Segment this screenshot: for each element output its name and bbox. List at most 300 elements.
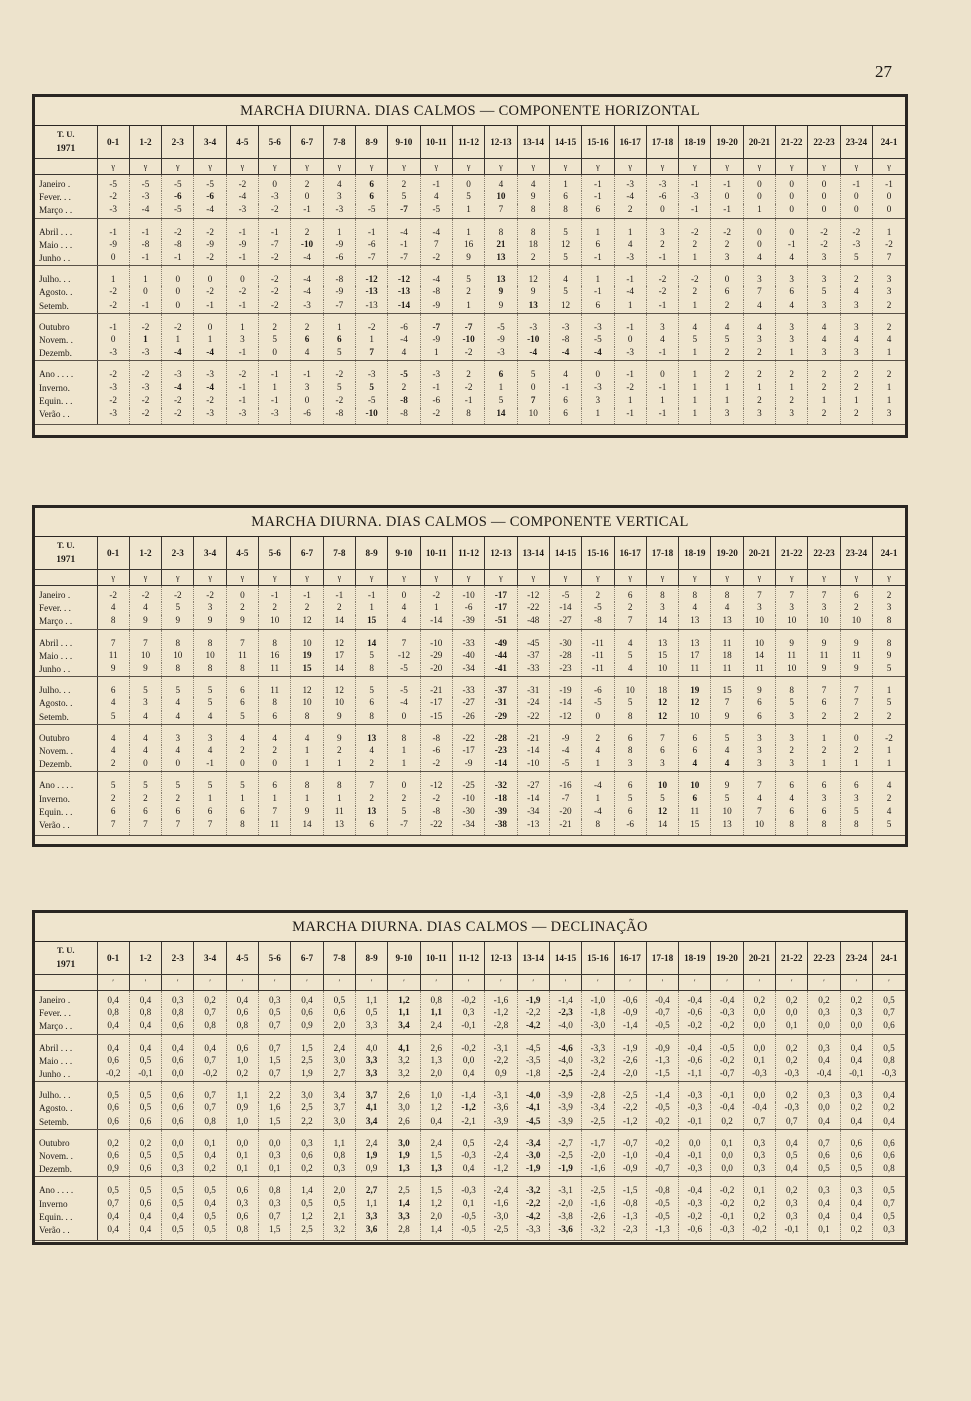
- table-cell: 15: [646, 650, 678, 663]
- table-cell: 0,6: [129, 1116, 161, 1130]
- table-cell: -0,3: [679, 1082, 711, 1103]
- table-cell: 9: [776, 629, 808, 650]
- table-cell: -4,0: [517, 1082, 549, 1103]
- table-cell: -0,5: [646, 1211, 678, 1224]
- table-cell: -2: [162, 313, 194, 334]
- table-cell: 1: [808, 395, 840, 408]
- table-cell: -0,3: [679, 1198, 711, 1211]
- table-cell: 1: [614, 218, 646, 239]
- table-cell: 2: [614, 204, 646, 218]
- table-cell: 3: [291, 382, 323, 395]
- table-cell: -4: [226, 191, 258, 204]
- row-label: Junho . .: [35, 663, 97, 677]
- unit-cell: γ: [517, 570, 549, 586]
- table-cell: 1,5: [420, 1177, 452, 1198]
- unit-cell: γ: [549, 570, 581, 586]
- table-cell: 6: [162, 806, 194, 819]
- table-cell: -10: [356, 408, 388, 425]
- table-cell: 1,5: [259, 1224, 291, 1241]
- table-cell: 13: [679, 629, 711, 650]
- table-cell: -8: [388, 395, 420, 408]
- table-cell: 5: [129, 677, 161, 698]
- table-cell: -2: [129, 408, 161, 425]
- table-cell: -0,6: [679, 1055, 711, 1068]
- table-cell: 4: [614, 239, 646, 252]
- table-cell: -2: [873, 724, 906, 745]
- table-cell: 0,5: [129, 1102, 161, 1115]
- table-cell: 3: [226, 334, 258, 347]
- unit-cell: γ: [873, 570, 906, 586]
- table-cell: -8: [388, 408, 420, 425]
- row-label: Verão . .: [35, 408, 97, 425]
- table-cell: -0,2: [97, 1068, 129, 1082]
- table-cell: -22: [452, 724, 484, 745]
- table-cell: -3: [129, 382, 161, 395]
- table-cell: 2: [517, 252, 549, 266]
- table-cell: -7: [388, 204, 420, 218]
- unit-cell: ′: [679, 975, 711, 991]
- table-cell: -4: [582, 772, 614, 793]
- table-cell: 3: [129, 697, 161, 710]
- table-row: [35, 650, 905, 663]
- table-cell: 0,9: [97, 1163, 129, 1177]
- table-cell: -2: [162, 218, 194, 239]
- table-cell: -2,5: [582, 1116, 614, 1130]
- table-cell: 3: [776, 724, 808, 745]
- table-cell: -2: [129, 395, 161, 408]
- table-cell: 5: [452, 191, 484, 204]
- table-cell: -0,1: [452, 1020, 484, 1034]
- table-cell: 0,0: [226, 1129, 258, 1150]
- table-cell: -0,2: [711, 1198, 743, 1211]
- unit-cell: γ: [776, 570, 808, 586]
- table-cell: -3: [840, 239, 872, 252]
- table-cell: -2,3: [549, 1007, 581, 1020]
- table-cell: 9: [517, 191, 549, 204]
- table-cell: -2: [226, 286, 258, 299]
- table-cell: -12: [517, 586, 549, 603]
- table-cell: 2: [291, 313, 323, 334]
- table-cell: 8: [679, 586, 711, 603]
- table-cell: 4: [711, 313, 743, 334]
- table-cell: -3,8: [549, 1211, 581, 1224]
- table-cell: -17: [420, 697, 452, 710]
- table-cell: 6: [679, 745, 711, 758]
- table-cell: 2: [840, 361, 872, 382]
- table-cell: -2,5: [614, 1082, 646, 1103]
- table-cell: -1: [614, 313, 646, 334]
- table-cell: 12: [291, 677, 323, 698]
- table-cell: -20: [549, 806, 581, 819]
- table-cell: 0,5: [162, 1177, 194, 1198]
- table-cell: 0,1: [743, 1055, 775, 1068]
- table-cell: -17: [452, 745, 484, 758]
- table-cell: -3: [323, 204, 355, 218]
- unit-cell: ′: [420, 975, 452, 991]
- table-cell: 0: [162, 286, 194, 299]
- table-cell: -2: [679, 218, 711, 239]
- data-table: [35, 942, 905, 1241]
- table-cell: 0,3: [743, 1163, 775, 1177]
- table-cell: 0,2: [776, 1082, 808, 1103]
- unit-cell: ′: [840, 975, 872, 991]
- table-cell: 1,9: [356, 1150, 388, 1163]
- table-cell: -5: [582, 334, 614, 347]
- table-cell: 4: [743, 252, 775, 266]
- table-cell: 1: [711, 382, 743, 395]
- table-cell: 4: [129, 711, 161, 725]
- table-cell: 9: [840, 629, 872, 650]
- table-cell: -2: [259, 300, 291, 314]
- table-cell: -0,4: [679, 1177, 711, 1198]
- table-cell: 5: [323, 347, 355, 361]
- table-cell: 0,5: [162, 1150, 194, 1163]
- table-cell: 3: [808, 347, 840, 361]
- table-cell: 0,7: [259, 1211, 291, 1224]
- table-cell: 6: [356, 697, 388, 710]
- table-cell: 0: [162, 758, 194, 772]
- table-cell: 0: [582, 361, 614, 382]
- table-cell: 0: [743, 191, 775, 204]
- table-cell: -2: [259, 266, 291, 287]
- table-cell: -1: [162, 252, 194, 266]
- table-row: [35, 629, 905, 650]
- table-cell: 11: [776, 650, 808, 663]
- table-cell: 11: [97, 650, 129, 663]
- table-cell: 5: [259, 334, 291, 347]
- row-label: Fever. . .: [35, 191, 97, 204]
- table-cell: 0,3: [840, 1177, 872, 1198]
- table-cell: 0,1: [776, 1020, 808, 1034]
- row-label: Dezemb.: [35, 1163, 97, 1177]
- table-cell: 8: [517, 204, 549, 218]
- table-cell: 6: [323, 334, 355, 347]
- row-label: Outubro: [35, 1129, 97, 1150]
- table-cell: 0,0: [711, 1150, 743, 1163]
- table-cell: -2: [259, 252, 291, 266]
- table-cell: -2: [162, 395, 194, 408]
- table-cell: 11: [226, 650, 258, 663]
- header-year: 1971: [56, 555, 76, 565]
- row-label: Ano . . . .: [35, 1177, 97, 1198]
- table-cell: 11: [259, 663, 291, 677]
- table-cell: -2: [614, 382, 646, 395]
- table-cell: -2: [97, 395, 129, 408]
- table-cell: 0,4: [162, 1211, 194, 1224]
- hour-header: 19-20: [711, 126, 743, 159]
- table-cell: 2: [711, 300, 743, 314]
- table-cell: 0,2: [743, 1198, 775, 1211]
- table-cell: 3: [743, 266, 775, 287]
- table-cell: 0,9: [485, 1068, 517, 1082]
- table-cell: -9: [323, 239, 355, 252]
- table-cell: 1: [323, 758, 355, 772]
- hour-header: 20-21: [743, 537, 775, 570]
- table-cell: 5: [485, 395, 517, 408]
- table-cell: -0,4: [711, 991, 743, 1008]
- unit-cell: ′: [711, 975, 743, 991]
- table-row: [35, 395, 905, 408]
- table-cell: 7: [840, 697, 872, 710]
- table-cell: 6: [808, 772, 840, 793]
- table-row: [35, 602, 905, 615]
- hour-header: 16-17: [614, 942, 646, 975]
- table-cell: 13: [356, 724, 388, 745]
- table-cell: -1,1: [679, 1068, 711, 1082]
- table-cell: 2,6: [388, 1082, 420, 1103]
- table-cell: 0,8: [97, 1007, 129, 1020]
- table-cell: 0,4: [97, 1020, 129, 1034]
- table-cell: -3,6: [549, 1224, 581, 1241]
- table-cell: 4: [711, 758, 743, 772]
- hour-header: 22-23: [808, 126, 840, 159]
- row-label: Outubro: [35, 313, 97, 334]
- table-cell: 0: [840, 204, 872, 218]
- table-cell: 0: [808, 204, 840, 218]
- table-cell: -5: [549, 586, 581, 603]
- table-cell: 8: [873, 629, 906, 650]
- table-cell: 0,0: [743, 1020, 775, 1034]
- table-cell: -2,1: [452, 1116, 484, 1130]
- table-cell: -14: [388, 300, 420, 314]
- table-cell: 1,6: [259, 1102, 291, 1115]
- table-cell: 1: [679, 382, 711, 395]
- table-cell: 2,6: [388, 1116, 420, 1130]
- table-cell: 4: [743, 793, 775, 806]
- table-cell: -21: [517, 724, 549, 745]
- table-cell: 1: [323, 793, 355, 806]
- hour-header: 1-2: [129, 942, 161, 975]
- table-cell: 5: [614, 650, 646, 663]
- header-label: T. U.: [56, 540, 75, 550]
- hour-header: 22-23: [808, 942, 840, 975]
- table-cell: -1: [226, 395, 258, 408]
- table-cell: -2: [679, 266, 711, 287]
- table-cell: 0: [873, 191, 906, 204]
- table-cell: 0,6: [129, 1198, 161, 1211]
- table-cell: -29: [420, 650, 452, 663]
- table-cell: 4: [162, 745, 194, 758]
- table-cell: -2,3: [614, 1224, 646, 1241]
- hour-header: 0-1: [97, 942, 129, 975]
- table-cell: 0,2: [97, 1129, 129, 1150]
- table-row: [35, 1007, 905, 1020]
- table-cell: -4: [291, 252, 323, 266]
- table-cell: 2: [452, 286, 484, 299]
- table-cell: 5: [873, 663, 906, 677]
- table-cell: 9: [743, 677, 775, 698]
- table-cell: -0,3: [743, 1068, 775, 1082]
- unit-cell: γ: [259, 159, 291, 175]
- table-cell: 0,4: [226, 991, 258, 1008]
- table-row: [35, 266, 905, 287]
- table-cell: 0,6: [226, 1177, 258, 1198]
- table-cell: -3,0: [582, 1020, 614, 1034]
- table-cell: -1: [452, 395, 484, 408]
- table-cell: 1,1: [323, 1129, 355, 1150]
- table-cell: 2: [840, 266, 872, 287]
- table-cell: 2: [840, 382, 872, 395]
- table-cell: 5: [356, 650, 388, 663]
- data-table: [35, 126, 905, 425]
- table-cell: 1,5: [420, 1150, 452, 1163]
- table-cell: 0,1: [226, 1150, 258, 1163]
- table-cell: 0: [388, 586, 420, 603]
- table-cell: -6: [291, 408, 323, 425]
- table-cell: -4,2: [517, 1211, 549, 1224]
- unit-cell: ′: [323, 975, 355, 991]
- table-cell: 2: [840, 602, 872, 615]
- table-cell: 0: [291, 191, 323, 204]
- table-cell: -6: [614, 819, 646, 836]
- table-cell: 10: [323, 697, 355, 710]
- table-cell: 1: [356, 334, 388, 347]
- table-cell: 2: [97, 793, 129, 806]
- unit-cell: ′: [129, 975, 161, 991]
- table-cell: -4: [549, 347, 581, 361]
- table-cell: -4: [517, 347, 549, 361]
- table-cell: 2: [840, 711, 872, 725]
- table-cell: 2: [388, 382, 420, 395]
- table-cell: -2: [420, 586, 452, 603]
- table-cell: 17: [679, 650, 711, 663]
- table-cell: -2: [323, 395, 355, 408]
- table-cell: 0,6: [162, 1055, 194, 1068]
- table-cell: -2: [646, 286, 678, 299]
- table-cell: 5: [646, 793, 678, 806]
- table-cell: 8: [776, 677, 808, 698]
- table-cell: 0,5: [194, 1211, 226, 1224]
- table-cell: 13: [323, 819, 355, 836]
- table-cell: -2: [452, 347, 484, 361]
- table-cell: 0,4: [420, 1116, 452, 1130]
- table-cell: 0,5: [873, 991, 906, 1008]
- unit-cell: γ: [743, 570, 775, 586]
- table-cell: 0: [194, 313, 226, 334]
- table-cell: 5: [549, 218, 581, 239]
- table-cell: 3: [743, 334, 775, 347]
- table-cell: -1: [129, 300, 161, 314]
- unit-cell: γ: [873, 159, 906, 175]
- table-cell: 0,1: [808, 1224, 840, 1241]
- table-cell: -2: [194, 586, 226, 603]
- row-label: Julho. . .: [35, 677, 97, 698]
- table-cell: 10: [776, 615, 808, 629]
- table-cell: 2: [259, 745, 291, 758]
- table-cell: 6: [614, 772, 646, 793]
- table-cell: -0,2: [452, 991, 484, 1008]
- table-cell: 14: [323, 663, 355, 677]
- table-cell: 1,2: [420, 1198, 452, 1211]
- table-cell: -2,5: [549, 1150, 581, 1163]
- table-cell: -3: [356, 361, 388, 382]
- table-row: [35, 408, 905, 425]
- table-cell: 1: [776, 382, 808, 395]
- row-label: Inverno: [35, 1198, 97, 1211]
- table-cell: -1: [614, 266, 646, 287]
- table-cell: 5: [356, 677, 388, 698]
- table-cell: 0: [129, 758, 161, 772]
- table-cell: 14: [743, 650, 775, 663]
- hour-header: 3-4: [194, 537, 226, 570]
- table-cell: 1: [582, 793, 614, 806]
- table-row: [35, 772, 905, 793]
- table-cell: 3: [614, 758, 646, 772]
- table-cell: 1: [873, 395, 906, 408]
- table-cell: 12: [646, 711, 678, 725]
- table-cell: 1,5: [291, 1034, 323, 1055]
- table-cell: 0,6: [840, 1150, 872, 1163]
- table-cell: -12: [356, 266, 388, 287]
- table-cell: 0,4: [162, 1034, 194, 1055]
- table-cell: 4: [582, 745, 614, 758]
- table-cell: 2: [356, 758, 388, 772]
- data-table: [35, 537, 905, 836]
- row-label: Novem. .: [35, 334, 97, 347]
- table-cell: -2: [420, 408, 452, 425]
- table-cell: 3: [646, 758, 678, 772]
- table-cell: 10: [129, 650, 161, 663]
- table-cell: -44: [485, 650, 517, 663]
- table-cell: 7: [743, 586, 775, 603]
- table-cell: -3,2: [517, 1177, 549, 1198]
- table-cell: -0,4: [679, 1034, 711, 1055]
- table-cell: -33: [517, 663, 549, 677]
- unit-cell: γ: [711, 159, 743, 175]
- table-cell: 9: [808, 629, 840, 650]
- table-cell: -2,8: [485, 1020, 517, 1034]
- table-cell: -7: [323, 300, 355, 314]
- table-cell: -3: [582, 313, 614, 334]
- table-cell: -2: [420, 252, 452, 266]
- row-label: Dezemb.: [35, 347, 97, 361]
- table-cell: 0: [291, 395, 323, 408]
- table-cell: 2: [873, 313, 906, 334]
- table-cell: 11: [711, 629, 743, 650]
- table-cell: -6: [194, 191, 226, 204]
- table-cell: 0,6: [291, 1150, 323, 1163]
- table-cell: 4: [873, 772, 906, 793]
- table-cell: 3,0: [323, 1116, 355, 1130]
- table-cell: -6: [162, 191, 194, 204]
- table-cell: 3: [582, 395, 614, 408]
- unit-cell: γ: [129, 159, 161, 175]
- table-cell: -4: [388, 334, 420, 347]
- table-cell: -4: [129, 204, 161, 218]
- table-row: [35, 745, 905, 758]
- table-cell: 1: [743, 204, 775, 218]
- table-cell: 11: [259, 677, 291, 698]
- table-cell: 0,9: [356, 1163, 388, 1177]
- table-cell: -8: [582, 615, 614, 629]
- table-cell: 4,0: [356, 1034, 388, 1055]
- table-cell: 4: [226, 724, 258, 745]
- table-cell: 1,0: [226, 1055, 258, 1068]
- table-cell: -2: [259, 204, 291, 218]
- table-cell: -0,3: [711, 1007, 743, 1020]
- table-cell: 0: [388, 711, 420, 725]
- table-cell: 6: [549, 395, 581, 408]
- table-cell: -2,8: [582, 1082, 614, 1103]
- table-cell: 3,3: [356, 1055, 388, 1068]
- table-cell: -39: [485, 806, 517, 819]
- table-cell: 0: [776, 191, 808, 204]
- unit-cell: γ: [711, 570, 743, 586]
- table-cell: -2: [259, 286, 291, 299]
- hour-header: 11-12: [452, 126, 484, 159]
- table-cell: 8: [388, 724, 420, 745]
- table-cell: -0,5: [646, 1198, 678, 1211]
